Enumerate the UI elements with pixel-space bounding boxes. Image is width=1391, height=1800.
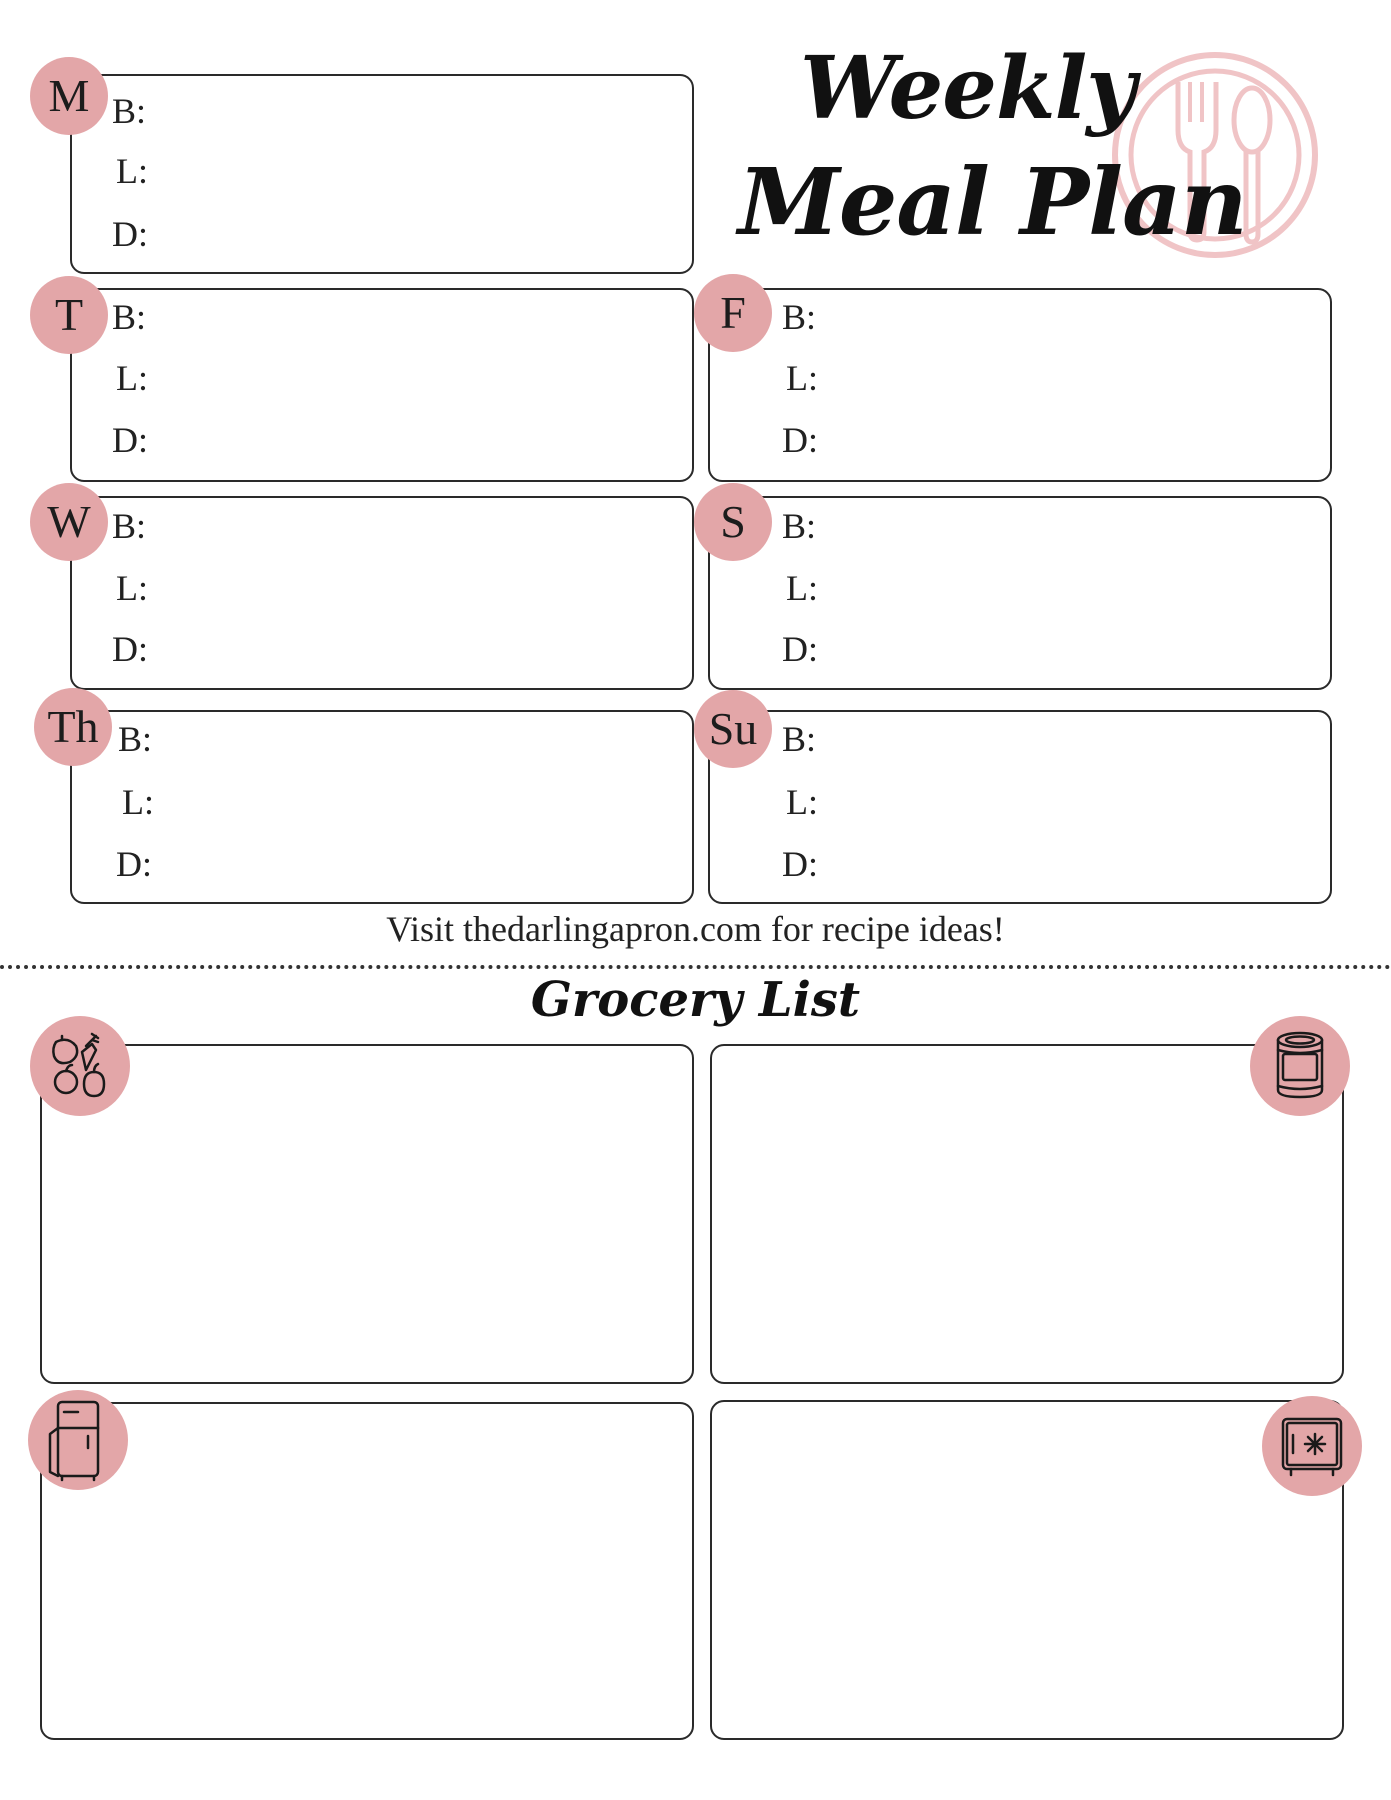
meal-label-lunch: L:	[786, 568, 818, 608]
meal-label-breakfast: B:	[112, 297, 147, 337]
meal-label-lunch: L:	[122, 782, 154, 822]
dotted-divider	[0, 965, 1391, 969]
meal-label-breakfast: B:	[782, 506, 817, 546]
day-badge-monday: M	[30, 57, 108, 135]
meal-label-lunch: L:	[786, 782, 818, 822]
day-badge-wednesday: W	[30, 483, 108, 561]
day-badge-tuesday: T	[30, 276, 108, 354]
meal-label-breakfast: B:	[112, 91, 147, 131]
grocery-box-produce[interactable]	[40, 1044, 694, 1384]
refrigerator-icon	[46, 1398, 110, 1482]
meal-label-dinner: D:	[782, 420, 818, 460]
canned-goods-icon	[1265, 1028, 1335, 1104]
refrigerator-badge	[28, 1390, 128, 1490]
day-box-wednesday[interactable]	[70, 496, 694, 690]
meal-label-dinner: D:	[112, 629, 148, 669]
canned-goods-badge	[1250, 1016, 1350, 1116]
meal-label-breakfast: B:	[782, 297, 817, 337]
day-badge-thursday: Th	[34, 688, 112, 766]
meal-label-lunch: L:	[116, 358, 148, 398]
freezer-icon	[1277, 1411, 1347, 1481]
meal-label-lunch: L:	[786, 358, 818, 398]
meal-label-breakfast: B:	[782, 719, 817, 759]
day-box-thursday[interactable]	[70, 710, 694, 904]
grocery-box-frozen[interactable]	[710, 1400, 1344, 1740]
grocery-box-canned[interactable]	[710, 1044, 1344, 1384]
meal-label-dinner: D:	[116, 844, 152, 884]
recipe-ideas-note: Visit thedarlingapron.com for recipe ideas!	[386, 909, 1005, 949]
day-badge-friday: F	[694, 274, 772, 352]
produce-badge	[30, 1016, 130, 1116]
meal-label-dinner: D:	[112, 420, 148, 460]
freezer-badge	[1262, 1396, 1362, 1496]
meal-label-dinner: D:	[112, 214, 148, 254]
produce-icon	[42, 1028, 118, 1104]
meal-label-breakfast: B:	[118, 719, 153, 759]
day-box-monday[interactable]	[70, 74, 694, 274]
day-badge-saturday: S	[694, 483, 772, 561]
grocery-list-title: Grocery List	[530, 972, 861, 1028]
grocery-box-refrigerated[interactable]	[40, 1402, 694, 1740]
day-box-tuesday[interactable]	[70, 288, 694, 482]
meal-label-lunch: L:	[116, 568, 148, 608]
day-badge-sunday: Su	[694, 690, 772, 768]
meal-label-dinner: D:	[782, 844, 818, 884]
meal-label-dinner: D:	[782, 629, 818, 669]
title-weekly: Weekly	[800, 38, 1136, 139]
meal-label-breakfast: B:	[112, 506, 147, 546]
title-meal-plan: Meal Plan	[738, 148, 1247, 256]
meal-label-lunch: L:	[116, 151, 148, 191]
